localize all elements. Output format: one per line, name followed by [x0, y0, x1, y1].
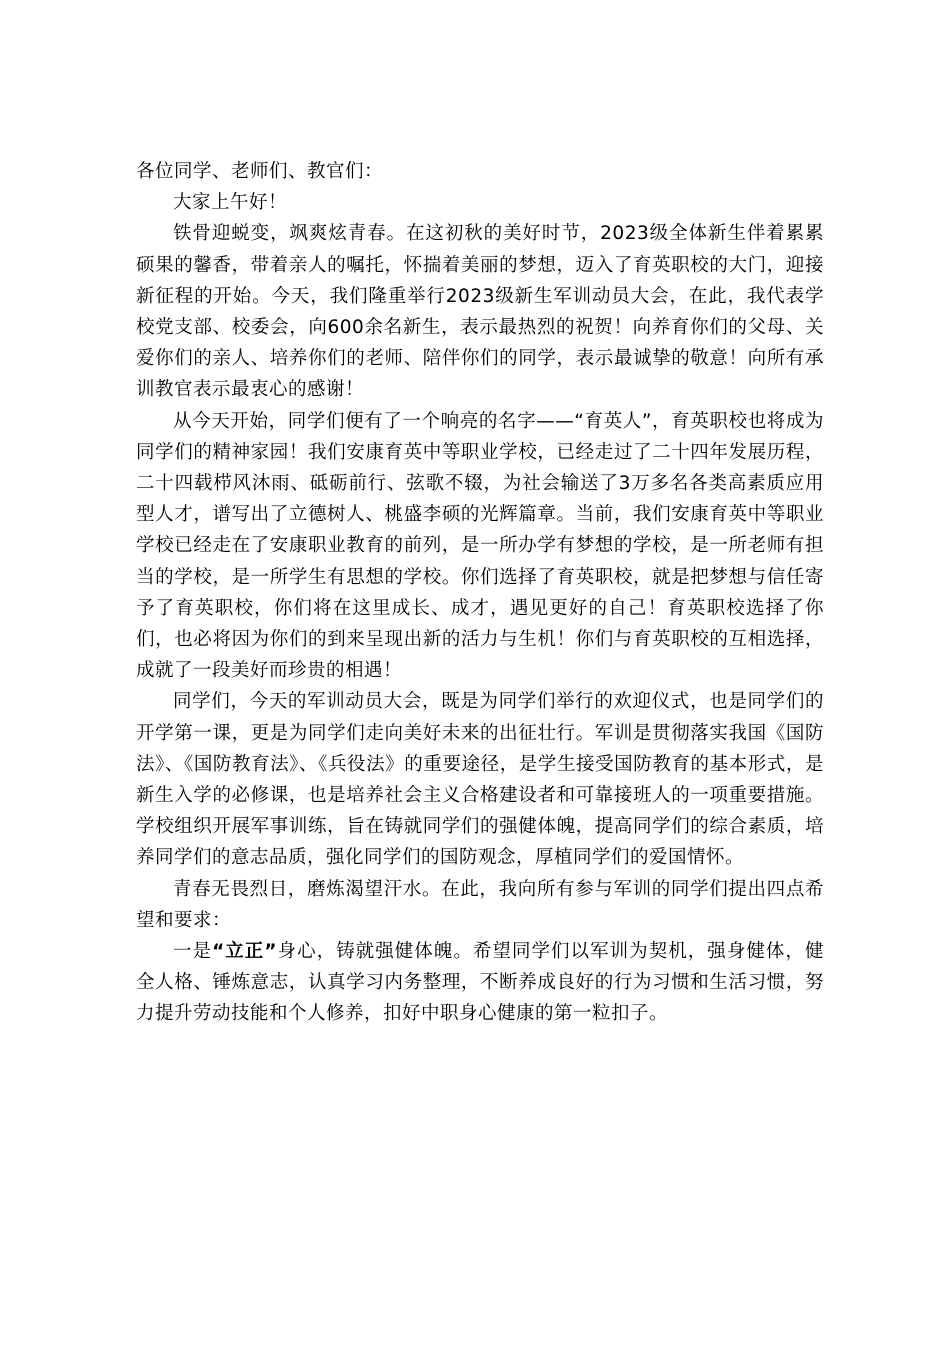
- paragraph-military-training: 同学们，今天的军训动员大会，既是为同学们举行的欢迎仪式，也是同学们的开学第一课，更是为同学们走向美好未来的出征壮行。军训是贯彻落实我国《国防法》、《国防教育法》、《兵役法》的重要途径，是学生接受国防教育的基本形式，是新生入学的必修课，也是培养社会主义合格建设者和可靠接班人的一项重要措施。学校组织开展军事训练，旨在铸就同学们的强健体魄，提高同学们的综合素质，培养同学们的意志品质，强化同学们的国防观念，厚植同学们的爱国情怀。: [136, 691, 824, 869]
- speech-body: [136, 156, 824, 1030]
- paragraph-opening: 铁骨迎蜕变，飒爽炫青春。在这初秋的美好时节，2023级全体新生伴着累累硕果的馨香，带着亲人的嘱托，怀揣着美丽的梦想，迈入了育英职校的大门，迎接新征程的开始。今天，我们隆重举行2023级新生军训动员大会，在此，我代表学校党支部、校委会，向600余名新生，表示最热烈的祝贺！向养育你们的父母、关爱你们的亲人、培养你们的老师、陪伴你们的同学，表示最诚挚的敬意！向所有承训教官表示最衷心的感谢！: [136, 223, 824, 401]
- greeting: 大家上午好！: [173, 192, 288, 214]
- paragraph-expectations-intro: 青春无畏烈日，磨炼渴望汗水。在此，我向所有参与军训的同学们提出四点希望和要求：: [136, 878, 824, 931]
- salutation: 各位同学、老师们、教官们：: [136, 161, 384, 182]
- point-one-highlight: “立正”: [212, 941, 277, 963]
- point-one-text: 身心，铸就强健体魄。希望同学们以军训为契机，强身健体，健全人格、锤炼意志，认真学习内务整理，不断养成良好的行为习惯和生活习惯，努力提升劳动技能和个人修养，扣好中职身心健康的第一粒扣子。: [136, 941, 824, 1025]
- paragraph-point-one: [136, 936, 824, 1030]
- point-one-prefix: 一是: [173, 941, 213, 963]
- paragraph-school-intro: 从今天开始，同学们便有了一个响亮的名字——“育英人”，育英职校也将成为同学们的精神家园！我们安康育英中等职业学校，已经走过了二十四年发展历程，二十四载栉风沐雨、砥砺前行、弦歌不辍，为社会输送了3万多名各类高素质应用型人才，谱写出了立德树人、桃盛李硕的光辉篇章。当前，我们安康育英中等职业学校已经走在了安康职业教育的前列，是一所办学有梦想的学校，是一所老师有担当的学校，是一所学生有思想的学校。你们选择了育英职校，就是把梦想与信任寄予了育英职校，你们将在这里成长、成才，遇见更好的自己！育英职校选择了你们，也必将因为你们的到来呈现出新的活力与生机！你们与育英职校的互相选择，成就了一段美好而珍贵的相遇！: [136, 410, 824, 682]
